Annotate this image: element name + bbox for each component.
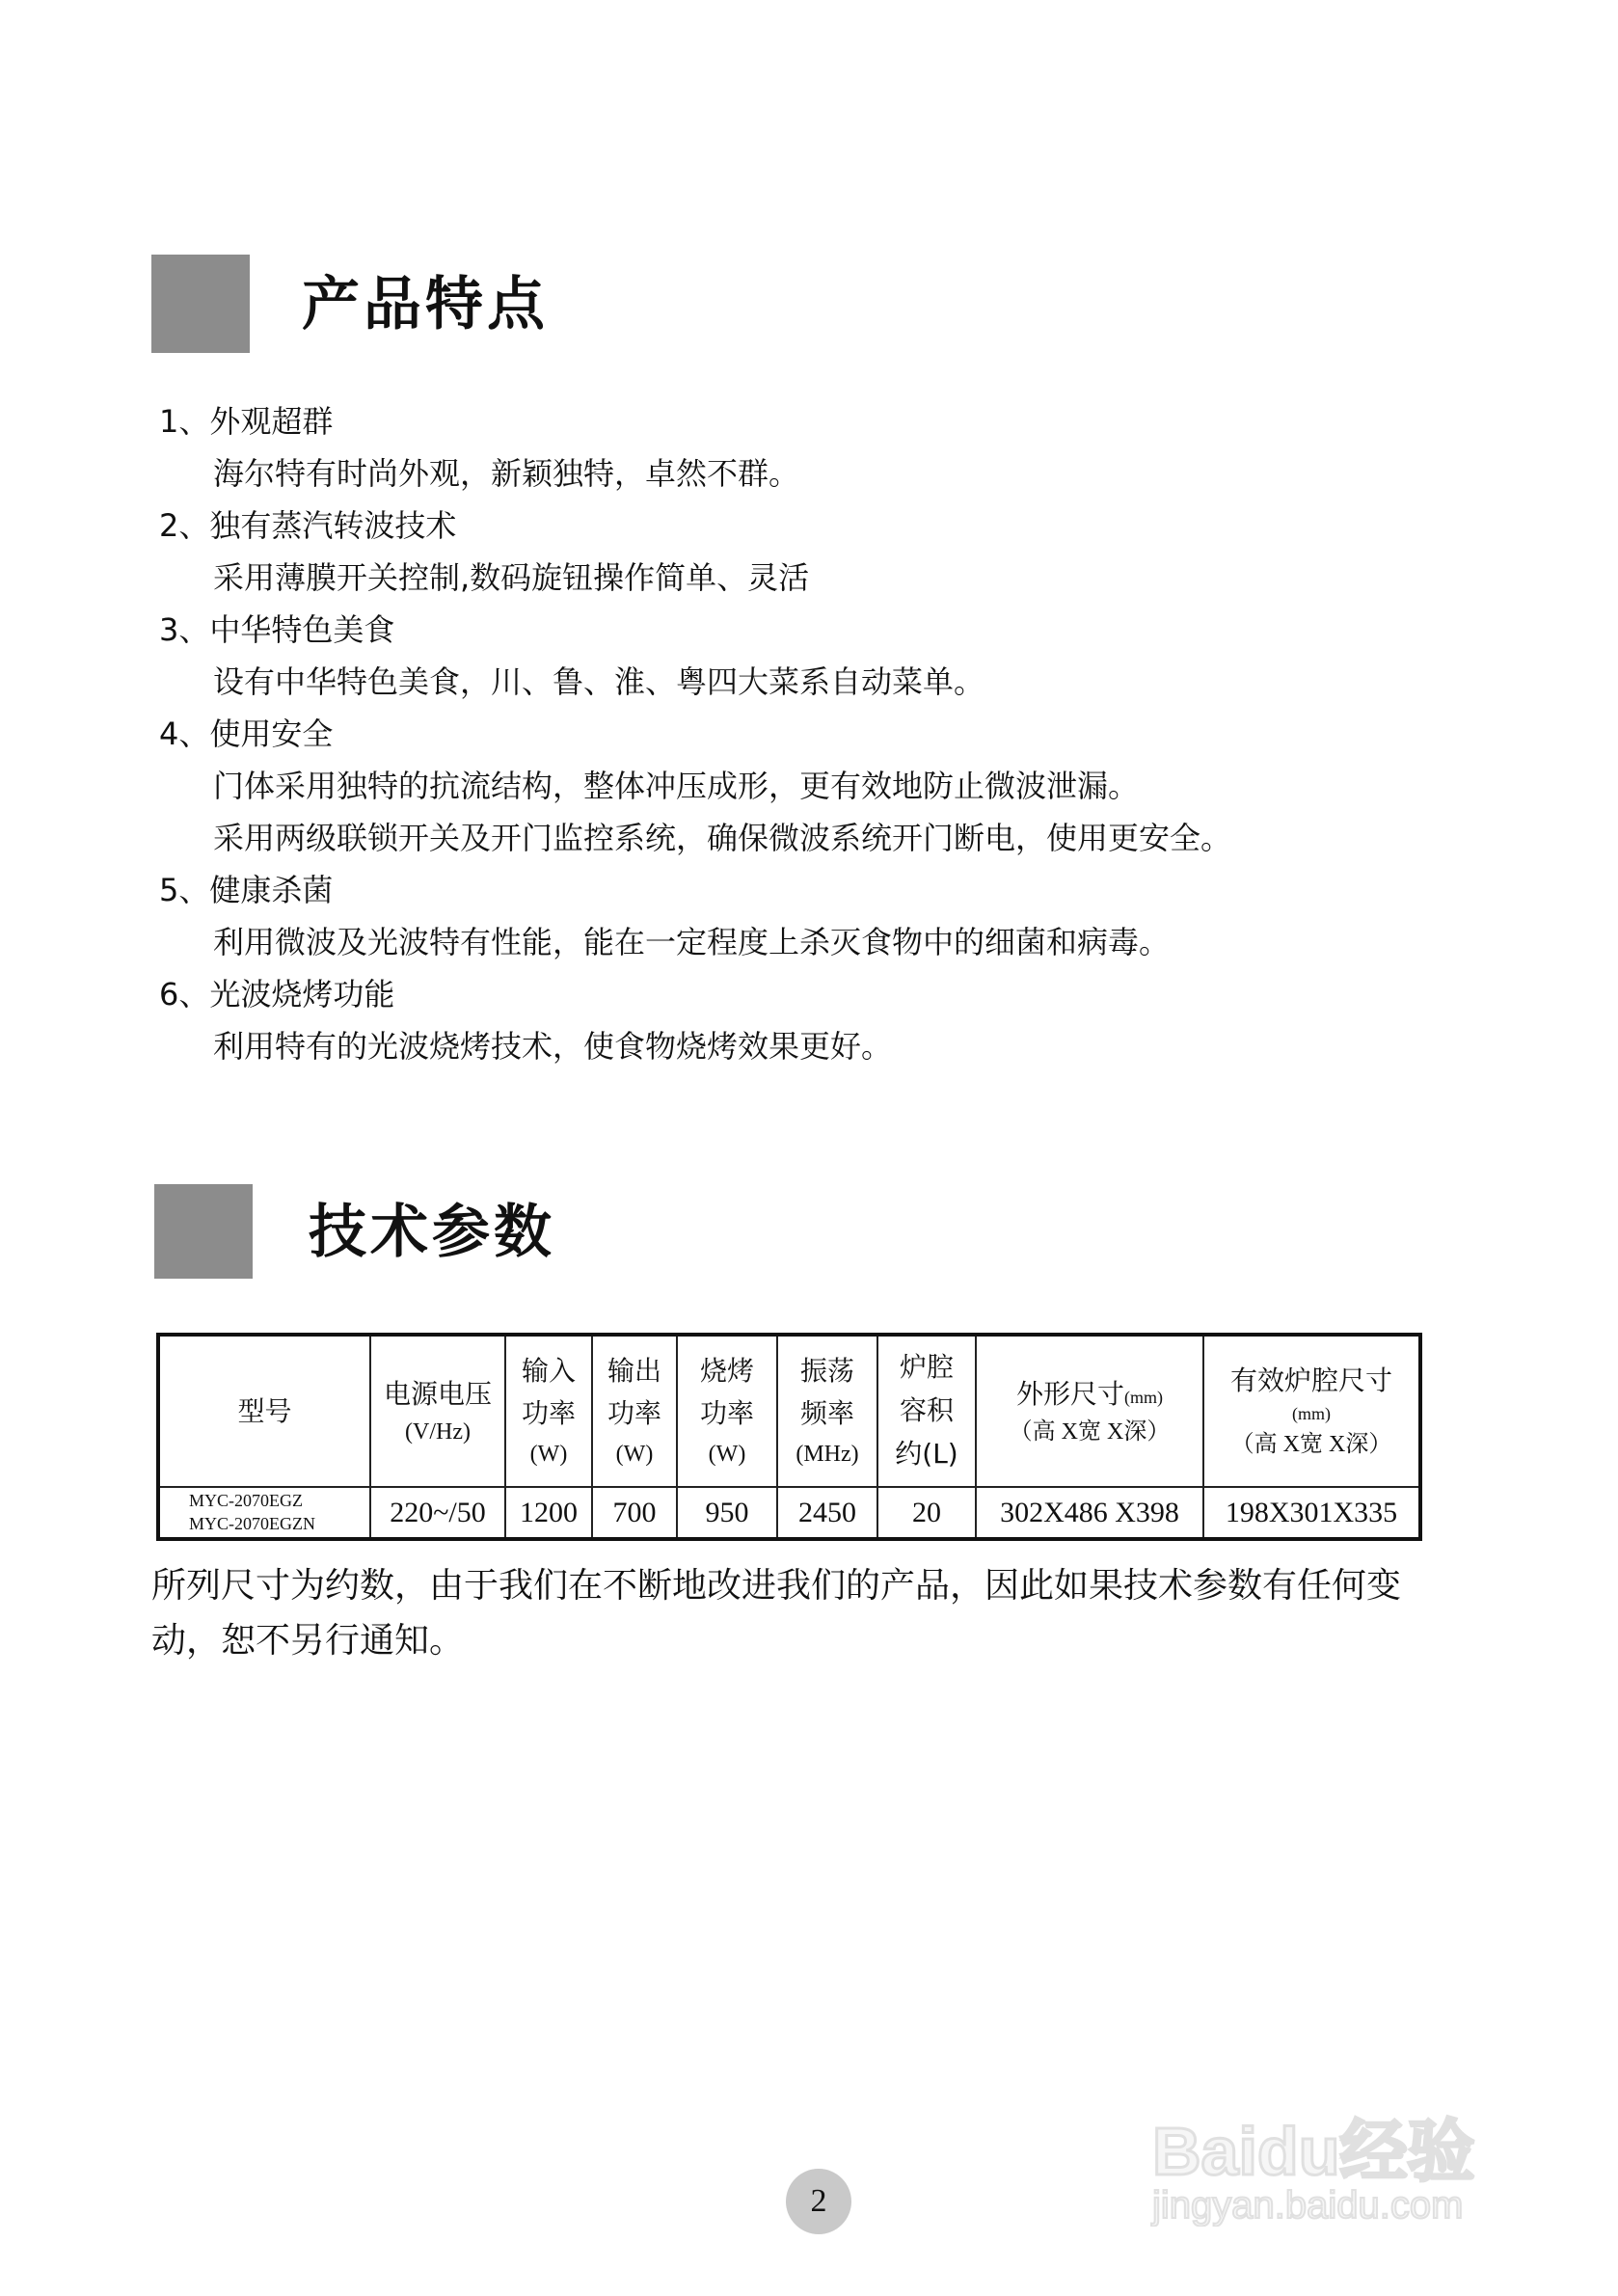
- header-voltage: [370, 1335, 505, 1487]
- watermark-logo-text: Baidu经验: [1152, 2114, 1475, 2189]
- feature-heading: 3、中华特色美食: [159, 611, 395, 648]
- section-marker: [151, 255, 250, 353]
- header-model: [158, 1335, 370, 1487]
- cell-grill-power: 950: [677, 1487, 777, 1539]
- header-unit: (W): [529, 1442, 568, 1468]
- header-grill-power: [677, 1335, 777, 1487]
- watermark-url: jingyan.baidu.com: [1152, 2184, 1464, 2227]
- feature-description: 门体采用独特的抗流结构，整体冲压成形，更有效地防止微波泄漏。: [213, 768, 1140, 804]
- header-unit: 约(L): [895, 1437, 958, 1470]
- header-label: 有效炉腔尺寸: [1229, 1364, 1392, 1396]
- header-label: 型号: [237, 1394, 292, 1427]
- feature-description: 设有中华特色美食，川、鲁、淮、粤四大菜系自动菜单。: [213, 663, 985, 700]
- table-header-row: [158, 1335, 1420, 1487]
- feature-heading: 1、外观超群: [159, 403, 334, 440]
- header-outer-size: [976, 1335, 1203, 1487]
- model-name: MYC-2070EGZ: [189, 1491, 303, 1511]
- section-marker: [154, 1184, 253, 1279]
- header-unit: (mm): [1124, 1387, 1163, 1407]
- feature-description: 利用特有的光波烧烤技术，使食物烧烤效果更好。: [213, 1028, 893, 1065]
- header-unit: (mm): [1292, 1404, 1331, 1423]
- header-cavity-size: [1203, 1335, 1420, 1487]
- feature-heading: 4、使用安全: [159, 716, 334, 752]
- header-label: 输出功率: [607, 1354, 661, 1430]
- header-output-power: [592, 1335, 677, 1487]
- watermark-logo: [1152, 2064, 1538, 2237]
- header-capacity: [877, 1335, 976, 1487]
- cell-frequency: 2450: [777, 1487, 877, 1539]
- feature-description: 采用两级联锁开关及开门监控系统，确保微波系统开门断电，使用更安全。: [213, 820, 1232, 856]
- table-row: [158, 1487, 1420, 1539]
- feature-list: [159, 395, 1231, 1072]
- header-frequency: [777, 1335, 877, 1487]
- spec-note: 所列尺寸为约数，由于我们在不断地改进我们的产品，因此如果技术参数有任何变动，恕不另行通知。: [151, 1566, 1402, 1661]
- header-input-power: [505, 1335, 592, 1487]
- header-sub: （高 X宽 X深）: [1009, 1418, 1171, 1445]
- cell-output-power: 700: [592, 1487, 677, 1539]
- header-unit: (V/Hz): [405, 1418, 471, 1445]
- header-label: 输入功率: [521, 1354, 576, 1430]
- section-title-features: 产品特点: [302, 271, 549, 338]
- spec-table: [156, 1333, 1422, 1541]
- feature-heading: 5、健康杀菌: [159, 872, 334, 908]
- cell-capacity: 20: [877, 1487, 976, 1539]
- header-label: 炉腔容积: [899, 1351, 954, 1427]
- cell-input-power: 1200: [505, 1487, 592, 1539]
- cell-cavity-size: 198X301X335: [1203, 1487, 1420, 1539]
- feature-description: 海尔特有时尚外观，新颖独特，卓然不群。: [213, 455, 800, 492]
- feature-description: 利用微波及光波特有性能，能在一定程度上杀灭食物中的细菌和病毒。: [213, 924, 1171, 960]
- feature-heading: 2、独有蒸汽转波技术: [159, 507, 457, 544]
- section-title-specs: 技术参数: [309, 1199, 555, 1266]
- header-unit: (W): [708, 1442, 746, 1468]
- feature-heading: 6、光波烧烤功能: [159, 976, 395, 1013]
- cell-model: [158, 1487, 370, 1539]
- header-sub: （高 X宽 X深）: [1230, 1432, 1392, 1457]
- header-unit: (W): [615, 1442, 654, 1468]
- header-label: 烧烤功率: [699, 1354, 754, 1430]
- header-unit: (MHz): [796, 1442, 859, 1468]
- feature-description: 采用薄膜开关控制,数码旋钮操作简单、灵活: [213, 559, 810, 596]
- header-label: 振荡频率: [799, 1354, 854, 1430]
- cell-voltage: 220~/50: [370, 1487, 505, 1539]
- cell-outer-size: 302X486 X398: [976, 1487, 1203, 1539]
- model-name: MYC-2070EGZN: [189, 1513, 315, 1533]
- page-number: 2: [786, 2169, 851, 2234]
- header-label: 外形尺寸: [1015, 1377, 1124, 1410]
- header-label: 电源电压: [383, 1377, 492, 1410]
